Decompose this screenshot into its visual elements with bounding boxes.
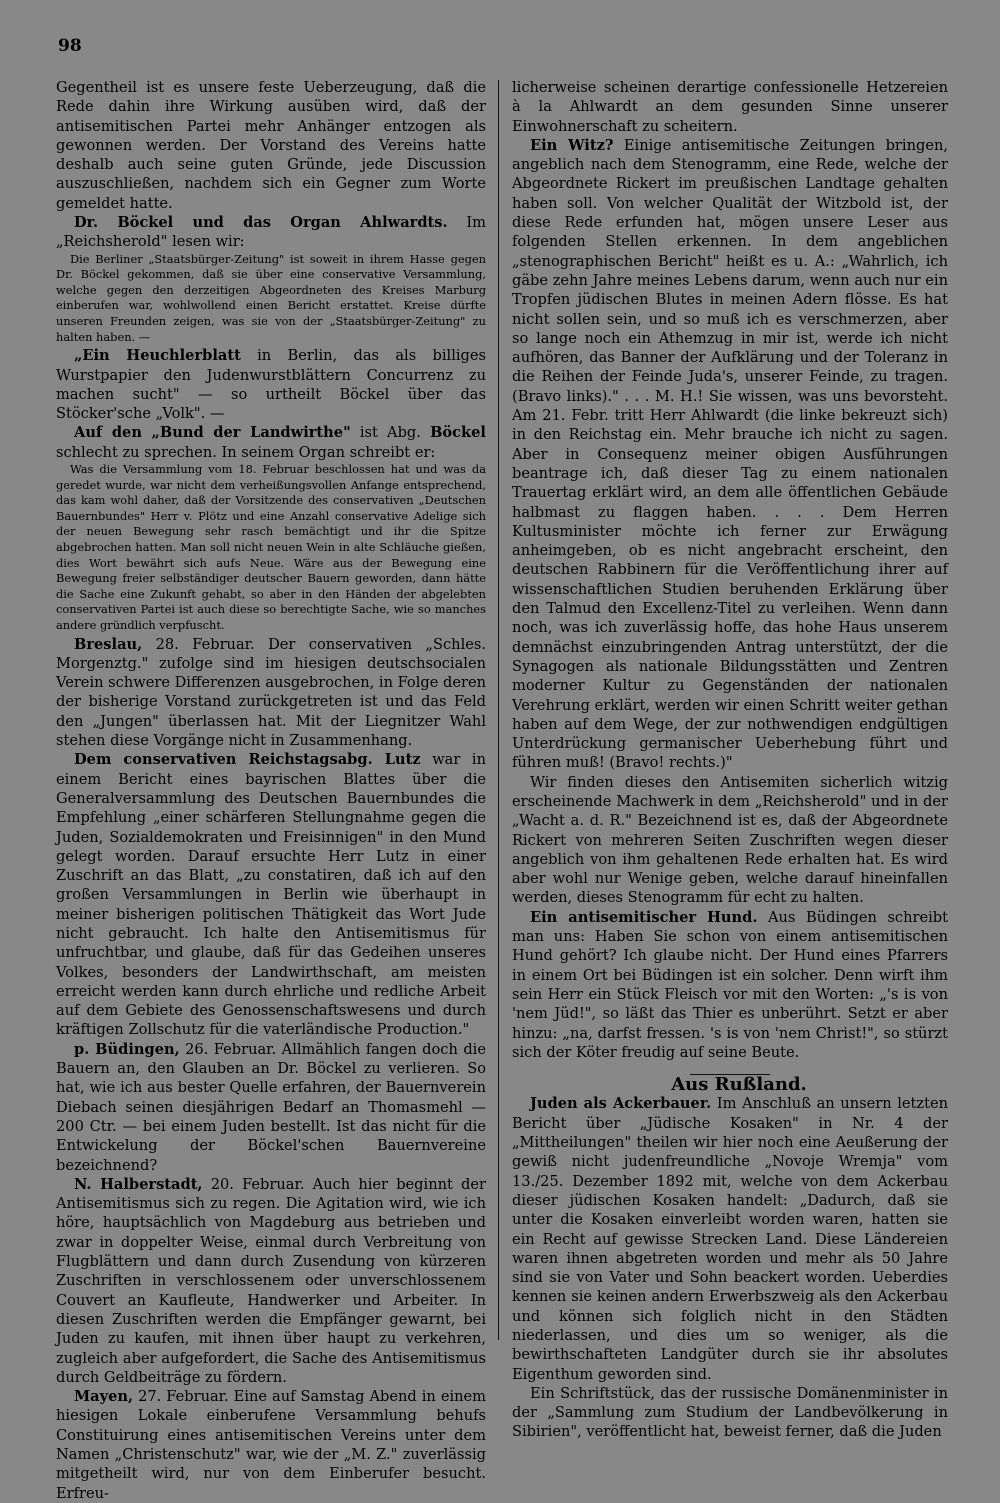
article-heading: Ein antisemitischer Hund. (530, 908, 758, 926)
paragraph-text: 26. Februar. Allmählich fangen doch die Bauern an, den Glauben an Dr. Böckel zu verlieren. So hat, wie ich aus bester Quelle erfahren, der Bauernverein Diebach seinen diesjährigen Bedarf an Thomasmehl — 200 Ctr. — bei einem Juden bestellt. Ist das nicht für die Entwickelung der Böckel'schen Bauernvereine bezeichnend? (56, 1040, 486, 1174)
paragraph: Wir finden dieses den Antisemiten sicherlich witzig erscheinende Machwerk in dem „Reichsherold" und in der „Wacht a. d. R." Bezeichnend ist es, daß der Abgeordnete Rickert von mehreren Seiten Zuschriften wegen dieser angeblich von ihm gehaltenen Rede erhalten hat. Es wird aber wohl nur Wenige geben, welche darauf hineinfallen werden, dieses Stenogramm für echt zu halten. (512, 773, 948, 907)
paragraph-text: war in einem Bericht eines bayrischen Blattes über die Generalversammlung des Deutschen Bauernbundes die Empfehlung „einer schärferen Stellungnahme gegen die Juden, Sozialdemokraten und Freisinnigen" in den Mund gelegt worden. Darauf ersuchte Herr Lutz in einer Zuschrift an das Blatt, „zu constatiren, daß ich auf den großen Versammlungen in Berlin wie überhaupt in meiner bisherigen politischen Thätigkeit das Wort Jude nicht gebraucht. Ich halte den Antisemitismus für unfruchtbar, und glaube, daß für das Gedeihen unseres Volkes, besonders der Landwirthschaft, am meisten erreicht werden kann durch ehrliche und redliche Arbeit auf dem Gebiete des Genossenschaftswesens und durch kräftigen Zollschutz für die vaterländische Production." (56, 751, 487, 1039)
paragraph (56, 750, 486, 1039)
page-number: 98 (58, 36, 82, 56)
column-divider (498, 80, 499, 1340)
paragraph (56, 213, 486, 252)
paragraph-text: ist Abg. (350, 424, 431, 442)
paragraph (56, 1175, 486, 1387)
article-heading: p. Büdingen, (74, 1040, 180, 1058)
name-emphasis: Böckel (430, 424, 486, 442)
paragraph (512, 908, 948, 1062)
article-heading: Auf den „Bund der Landwirthe" (74, 424, 351, 442)
paragraph (56, 1040, 486, 1175)
paragraph-text: Aus Büdingen schreibt man uns: Haben Sie schon von einem antisemitischen Hund gehört? Ich glaube nicht. Der Hund eines Pfarrers in einem Ort bei Büdingen ist ein solcher. Denn wirft ihm sein Herr ein Stück Fleisch vor mit den Worten: „'s is von 'nem Jüd!", so läßt das Thier es unberührt. Setzt er aber hinzu: „na, darfst fressen. 's is von 'nem Christ!", so stürzt sich der Köter freudig auf seine Beute. (512, 908, 948, 1061)
paragraph-text: 20. Februar. Auch hier beginnt der Antisemitismus sich zu regen. Die Agitation wird, wie ich höre, hauptsächlich von Magdeburg aus betrieben und zwar in doppelter Weise, einmal durch Verbreitung von Flugblättern und dann durch Zusendung von kürzeren Zuschriften in verschlossenem oder unverschlossenem Couvert an Kaufleute, Handwerker und Arbeiter. In diesen Zuschriften werden die Empfänger gewarnt, bei Juden zu kaufen, mit ihnen über haupt zu verkehren, zugleich aber aufgefordert, die Sache des Antisemitismus durch Geldbeiträge zu fördern. (56, 1175, 486, 1386)
paragraph (56, 423, 486, 462)
paragraph (512, 136, 948, 773)
article-heading: Mayen, (74, 1388, 134, 1406)
paragraph-text: in Berlin, das als billiges Wurstpapier den Judenwurstblättern Concurrenz zu machen sucht" — so urtheilt Böckel über das Stöcker'sche „Volk". — (56, 347, 486, 423)
left-column (56, 78, 486, 1503)
quotation: Was die Versammlung vom 18. Februar beschlossen hat und was da geredet wurde, war nicht dem verheißungsvollen Anfange entsprechend, das kam wohl daher, daß der Vorsitzende des conservativen „Deutschen Bauernbundes" Herr v. Plötz und eine Anzahl conservative Adelige sich der neuen Bewegung sehr rasch bemächtigt und ihr die Spitze abgebrochen hatten. Man soll nicht neuen Wein in alte Schläuche gießen, dies Wort bewährt sich aufs Neue. Wäre aus der Bewegung eine Bewegung freier selbständiger deutscher Bauern geworden, dann hätte die Sache eine Zukunft gehabt, so aber in den Händen der abgelebten conservativen Partei ist auch diese so berechtigte Sache, wie so manches andere gründlich verpfuscht. (56, 462, 486, 632)
right-column (512, 78, 948, 1442)
article-heading: Ein Witz? (530, 136, 614, 154)
paragraph-text: schlecht zu sprechen. In seinem Organ schreibt er: (56, 443, 436, 461)
paragraph-text: 28. Februar. Der conservativen „Schles. Morgenztg." zufolge sind im hiesigen deutschsocialen Verein schwere Differenzen ausgebrochen, in Folge deren der bisherige Vorstand zurückgetreten ist und das Feld den „Jungen" überlassen hat. Mit der Liegnitzer Wahl stehen diese Vorgänge nicht in Zusammenhang. (56, 635, 486, 750)
article-heading: Dem conservativen Reichstagsabg. Lutz (74, 751, 421, 769)
paragraph (512, 1094, 948, 1383)
article-heading: Breslau, (74, 635, 143, 653)
paragraph-text: Im „Reichsherold" lesen wir: (56, 214, 486, 251)
paragraph: Ein Schriftstück, das der russische Domänenminister in der „Sammlung zum Studium der Landbevölkerung in Sibirien", veröffentlicht hat, beweist ferner, daß die Juden (512, 1384, 948, 1441)
article-heading: N. Halberstadt, (74, 1175, 203, 1193)
article-heading: Juden als Ackerbauer. (530, 1095, 712, 1113)
paragraph-text: Im Anschluß an unsern letzten Bericht über „Jüdische Kosaken" in Nr. 4 der „Mittheilungen" theilen wir hier noch eine Aeußerung der gewiß nicht judenfreundliche „Novoje Wremja" vom 13./25. Dezember 1892 mit, welche von dem Ackerbau dieser jüdischen Kosaken handelt: „Dadurch, daß sie unter die Kosaken einverleibt worden waren, hatten sie ein Recht auf gewisse Strecken Land. Diese Ländereien waren ihnen abgetreten worden und mehr als 50 Jahre sind sie von Vater und Sohn beackert worden. Ueberdies kennen sie keinen andern Erwerbszweig als den Ackerbau und können sich folglich nicht in den Städten niederlassen, und dies um so weniger, als die bewirthschafteten Landgüter durch sie ihr absolutes Eigenthum geworden sind. (512, 1095, 948, 1383)
paragraph (56, 346, 486, 423)
quotation: Die Berliner „Staatsbürger-Zeitung" ist soweit in ihrem Hasse gegen Dr. Böckel gekommen, daß sie über eine conservative Versammlung, welche gegen den derzeitigen Abgeordneten des Kreises Marburg einberufen war, wohlwollend einen Bericht erstattet. Kreise dürfte unseren Freunden zeigen, was sie von der „Staatsbürger-Zeitung" zu halten haben. — (56, 251, 486, 344)
paragraph (56, 1387, 486, 1503)
section-title: Aus Rußland. (671, 1074, 807, 1096)
article-heading: „Ein Heuchlerblatt (74, 347, 241, 365)
article-heading: Dr. Böckel und das Organ Ahlwardts. (74, 214, 448, 232)
paragraph-text: 27. Februar. Eine auf Samstag Abend in einem hiesigen Lokale einberufene Versammlung behufs Constituirung eines antisemitischen Vereins unter dem Namen „Christenschutz" war, wie der „M. Z." zuverlässig mitgetheilt wird, nur von dem Einberufer besucht. Erfreu- (56, 1388, 486, 1502)
paragraph: Gegentheil ist es unsere feste Ueberzeugung, daß die Rede dahin ihre Wirkung ausüben wird, daß der antisemitischen Partei mehr Anhänger entzogen als gewonnen werden. Der Vorstand des Vereins hatte deshalb auch seine guten Gründe, jede Discussion auszuschließen, nachdem sich ein Gegner zum Worte gemeldet hatte. (56, 79, 486, 212)
paragraph: licherweise scheinen derartige confessionelle Hetzereien à la Ahlwardt an dem gesunden Sinne unserer Einwohnerschaft zu scheitern. (512, 79, 948, 135)
paragraph (56, 635, 486, 751)
paragraph-text: Einige antisemitische Zeitungen bringen, angeblich nach dem Stenogramm, eine Rede, welche der Abgeordnete Rickert im preußischen Landtage gehalten haben soll. Von welcher Qualität der Witzbold ist, der diese Rede erfunden hat, mögen unsere Leser aus folgenden Stellen erkennen. In dem angeblichen „stenographischen Bericht" heißt es u. A.: „Wahrlich, ich gäbe zehn Jahre meines Lebens darum, wenn auch nur ein Tropfen jüdischen Blutes in meinen Adern flösse. Es hat nicht sollen sein, und so muß ich es verschmerzen, aber so lange noch ein Athemzug in mir ist, werde ich nicht aufhören, das Banner der Aufklärung und der Toleranz in die Reihen der Feinde Juda's, unserer Feinde, zu tragen. (Bravo links)." . . . M. H.! Sie wissen, was uns bevorsteht. Am 21. Febr. tritt Herr Ahlwardt (die linke bekreuzt sich) in den Reichstag ein. Mehr brauche ich nicht zu sagen. Aber in Consequenz meiner obigen Ausführungen beantrage ich, daß dieser Tag zu einem nationalen Trauertag erklärt wird, an dem alle öffentlichen Gebäude halbmast zu flaggen haben. . . . Dem Herren Kultusminister möchte ich ferner zur Erwägung anheimgeben, ob es nicht angebracht erscheint, den deutschen Rabbinern für die Veröffentlichung ihrer auf wissenschaftlichen Studien beruhenden Erklärung über den Talmud den Excellenz-Titel zu verleihen. Wenn dann noch, was ich zuverlässig hoffe, das hohe Haus unserem demnächst einzubringenden Antrag unterstützt, der die Synagogen als nationale Bildungsstätten und Zentren moderner Kultur zu Gegenständen der nationalen Verehrung erklärt, werden wir einen Schritt weiter gethan haben auf dem Wege, der zur nothwendigen endgültigen Unterdrückung germanischer Ueberhebung führt und führen muß! (Bravo! rechts.)" (512, 136, 948, 772)
